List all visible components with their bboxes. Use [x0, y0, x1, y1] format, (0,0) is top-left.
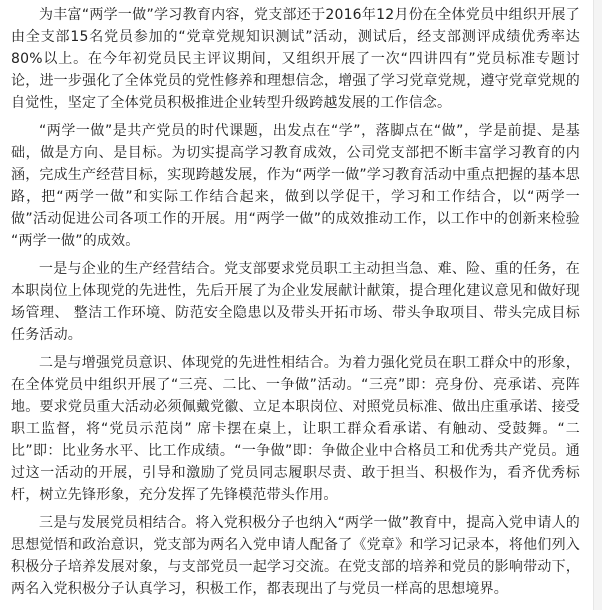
- paragraph-intro: 为丰富“两学一做”学习教育内容，党支部还于2016年12月份在全体党员中组织开展了由全支部15名党员参加的“党章党规知识测试”活动，测试后，经支部测评成绩优秀率达80%以上。在今年初党员民主评议期间，又组织开展了一次“四讲四有”党员标准专题讨论，进一步强化了全体党员的党性修养和理想信念，增强了学习党章党规，遵守党章党规的自觉性，坚定了全体党员积极推进企业转型升级跨越发展的工作信念。: [11, 7, 580, 111]
- paragraph-point-three: 三是与发展党员相结合。将入党积极分子也纳入“两学一做”教育中，提高入党申请人的思想觉悟和政治意识，党支部为两名入党申请人配备了《党章》和学习记录本，将他们列入积极分子培养发展对象，与支部党员一起学习交流。在党支部的培养和党员的影响带动下，两名入党积极分子认真学习，积极工作，都表现出了与党员一样高的思想境界。: [11, 515, 580, 597]
- paragraph-point-one: 一是与企业的生产经营结合。党支部要求党员职工主动担当急、难、险、重的任务，在本职岗位上体现党的先进性，先后开展了为企业发展献计献策，提合理化建议意见和做好现场管理、 整洁工作环境、防范安全隐患以及带头开拓市场、带头争取项目、带头完成目标任务活动。: [11, 261, 580, 343]
- vertical-scrollbar[interactable]: [593, 0, 602, 610]
- paragraph-theme: “两学一做”是共产党员的时代课题，出发点在“学”，落脚点在“做”，学是前提、是基础，做是方向、是目标。为切实提高学习教育成效，公司党支部把不断丰富学习教育的内涵，完成生产经营目标，实现跨越发展，作为“两学一做”学习教育活动中重点把握的基本思路，把“两学一做”和实际工作结合起来，做到以学促干，学习和工作结合，以“两学一做”活动促进公司各项工作的开展。用“两学一做”的成效推动工作，以工作中的创新来检验 “两学一做”的成效。: [11, 123, 580, 249]
- paragraph-point-two: 二是与增强党员意识、体现党的先进性相结合。为着力强化党员在职工群众中的形象，在全体党员中组织开展了“三亮、二比、一争做”活动。“三亮”即：亮身份、亮承诺、亮阵地。要求党员重大活动必须佩戴党徽、立足本职岗位、对照党员标准、做出庄重承诺、接受职工监督，将“党员示范岗” 席卡摆在桌上，让职工群众看承诺、有触动、受鼓舞。“二比”即：比业务水平、比工作成绩。“一争做”即：争做企业中合格员工和优秀共产党员。通过这一活动的开展，引导和激励了党员同志履职尽责、敢于担当、积极作为，看齐优秀标杆，树立先锋形象，充分发挥了先锋模范带头作用。: [11, 355, 580, 503]
